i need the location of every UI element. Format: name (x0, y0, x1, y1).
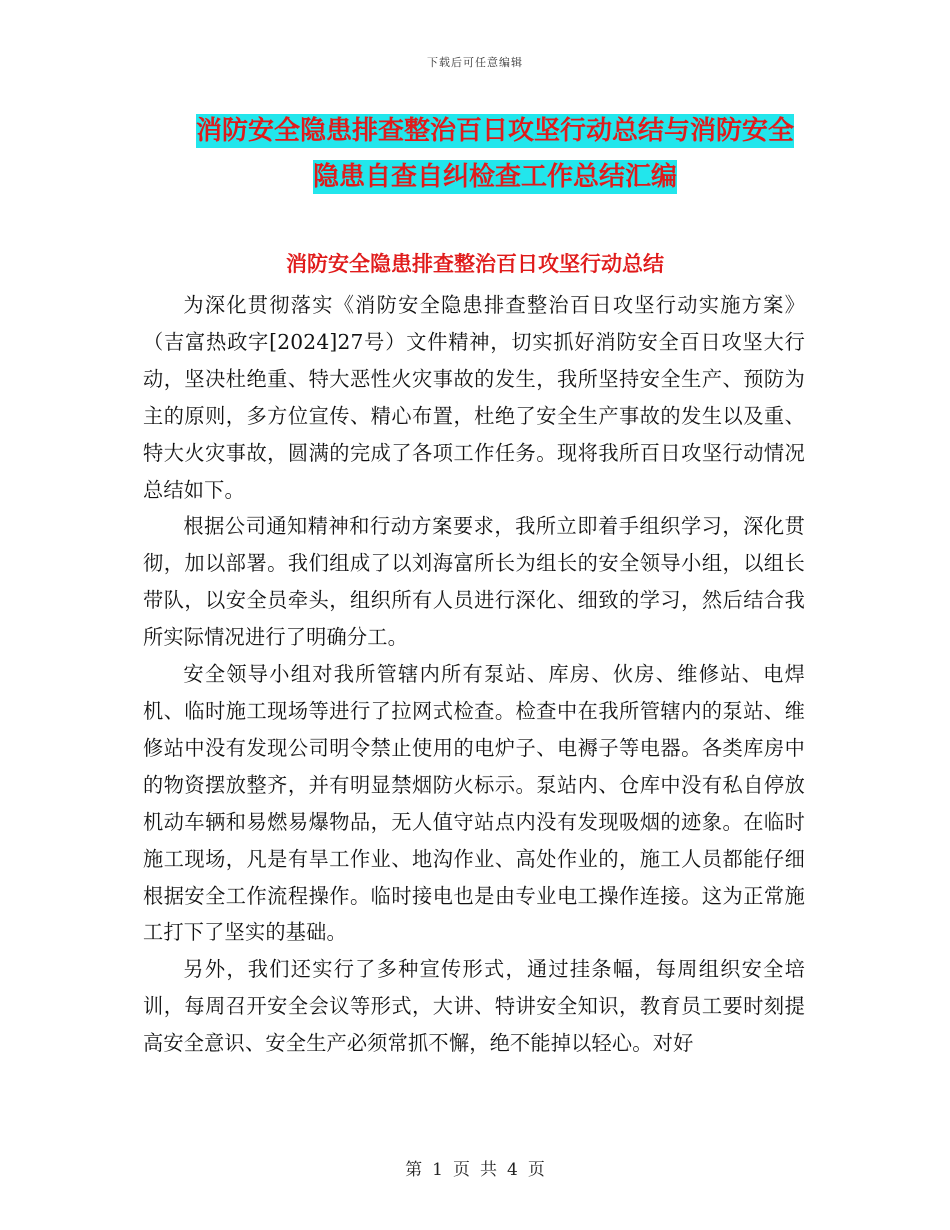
footer-label-end: 页 (527, 1160, 545, 1180)
body-text (143, 287, 805, 1062)
paragraph: 根据公司通知精神和行动方案要求，我所立即着手组织学习，深化贯彻，加以部署。我们组成了以刘海富所长为组长的安全领导小组，以组长带队，以安全员牵头，组织所有人员进行深化、细致的学习，然后结合我所实际情况进行了明确分工。 (143, 514, 805, 650)
document-title-line-2: 隐患自查自纠检查工作总结汇编 (312, 162, 677, 192)
page-header-note: 下载后可任意编辑 (427, 56, 523, 69)
document-title-line-1: 消防安全隐患排查整治百日攻坚行动总结与消防安全 (195, 116, 794, 146)
footer-label-of: 页 (453, 1160, 470, 1180)
paragraph: 另外，我们还实行了多种宣传形式，通过挂条幅，每周组织安全培训，每周召开安全会议等形式，大讲、特讲安全知识，教育员工要时刻提高安全意识、安全生产必须常抓不懈，绝不能掉以轻心。对好 (143, 957, 805, 1056)
footer-current-page: 1 (432, 1160, 443, 1180)
paragraph: 安全领导小组对我所管辖内所有泵站、库房、伙房、维修站、电焊机、临时施工现场等进行了拉网式检查。检查中在我所管辖内的泵站、维修站中没有发现公司明令禁止使用的电炉子、电褥子等电器。各类库房中的物资摆放整齐，并有明显禁烟防火标示。泵站内、仓库中没有私自停放机动车辆和易燃易爆物品，无人值守站点内没有发现吸烟的迹象。在临时施工现场，凡是有旱工作业、地沟作业、高处作业的，施工人员都能仔细根据安全工作流程操作。临时接电也是由专业电工操作连接。这为正常施工打下了坚实的基础。 (143, 662, 805, 945)
footer-label-page: 第 (405, 1160, 423, 1180)
document-title (150, 108, 840, 200)
footer-total-pages: 4 (507, 1160, 518, 1180)
section-title: 消防安全隐患排查整治百日攻坚行动总结 (286, 252, 664, 276)
footer-label-total: 共 (480, 1160, 497, 1180)
paragraph: 为深化贯彻落实《消防安全隐患排查整治百日攻坚行动实施方案》（吉富热政字[2024]27号）文件精神，切实抓好消防安全百日攻坚大行动，坚决杜绝重、特大恶性火灾事故的发生，我所坚持安全生产、预防为主的原则，多方位宣传、精心布置，杜绝了安全生产事故的发生以及重、特大火灾事故，圆满的完成了各项工作任务。现将我所百日攻坚行动情况总结如下。 (143, 293, 805, 502)
page-footer (0, 1155, 950, 1180)
